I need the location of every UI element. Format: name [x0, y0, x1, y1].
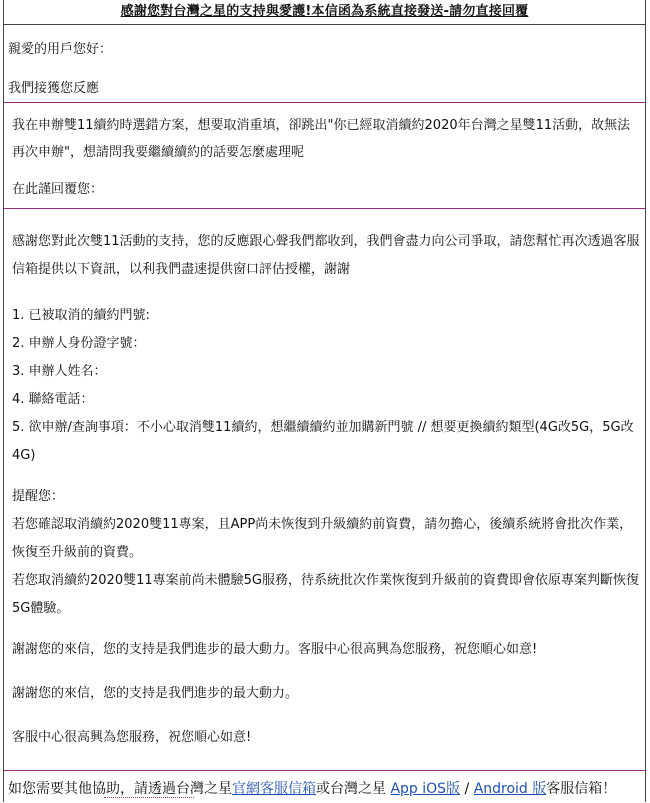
footer-slash: / — [460, 781, 474, 797]
reminder-text-1: 若您確認取消續約2020雙11專案，且APP尚未恢復到升級續約前資費，請勿擔心，後續系統將會批次作業，恢復至升級前的資費。 — [12, 517, 633, 560]
reminder-title: 提醒您： — [12, 489, 65, 504]
footer-middle: 或台灣之星 — [316, 781, 391, 797]
received-notice: 我們接獲您反應 — [8, 81, 100, 96]
reminder-section — [12, 483, 642, 623]
reminder-text-2: 若您取消續約2020雙11專案前尚未體驗5G服務，待系統批次作業恢復到升級前的資費即會依原專案判斷恢復5G體驗。 — [12, 573, 639, 616]
footer-suffix: 客服信箱！ — [546, 781, 617, 797]
list-item: 3. 申辦人姓名： — [12, 364, 107, 379]
footer — [8, 778, 616, 798]
email-subject: 感謝您對台灣之星的支持與愛護!本信函為系統直接發送-請勿直接回覆 — [4, 0, 645, 25]
question-text: 我在申辦雙11續約時選錯方案，想要取消重填，卻跳出"你已經取消續約2020年台灣之星雙11活動，故無法再次申辦"，想請問我要繼續續約的話要怎麼處理呢 — [12, 118, 631, 160]
greeting: 親愛的用戶您好： — [8, 42, 113, 57]
thanks-short: 謝謝您的來信，您的支持是我們進步的最大動力。 — [12, 686, 299, 701]
footer-prefix: 如您需要其他協助，請透過台灣之星 — [8, 781, 232, 797]
list-item: 1. 已被取消的續約門號: — [12, 308, 150, 323]
ios-app-link[interactable]: App iOS版 — [390, 781, 461, 797]
thanks-full: 謝謝您的來信，您的支持是我們進步的最大動力。客服中心很高興為您服務，祝您順心如意! — [12, 642, 538, 657]
list-item: 5. 欲申辦/查詢事項：不小心取消雙11續約，想繼續續約並加購新門號 // 想要更換續約類型(4G改5G，5G改4G) — [12, 420, 634, 463]
footer-divider — [4, 770, 645, 771]
email-frame — [3, 0, 646, 802]
info-list — [12, 302, 640, 470]
list-item: 4. 聯絡電話： — [12, 392, 94, 407]
android-app-link[interactable]: Android 版 — [473, 781, 547, 797]
question-box — [4, 102, 645, 209]
web-service-link[interactable]: 官網客服信箱 — [232, 781, 316, 797]
service-wish: 客服中心很高興為您服務，祝您順心如意! — [12, 730, 252, 745]
answer-intro: 感謝您對此次雙11活動的支持，您的反應跟心聲我們都收到，我們會盡力向公司爭取，請您幫忙再次透過客服信箱提供以下資訊，以利我們盡速提供窗口評估授權，謝謝 — [12, 234, 640, 277]
cutoff-decoration — [104, 797, 194, 803]
list-item: 2. 申辦人身份證字號： — [12, 336, 146, 351]
reply-heading: 在此謹回覆您： — [12, 182, 104, 197]
